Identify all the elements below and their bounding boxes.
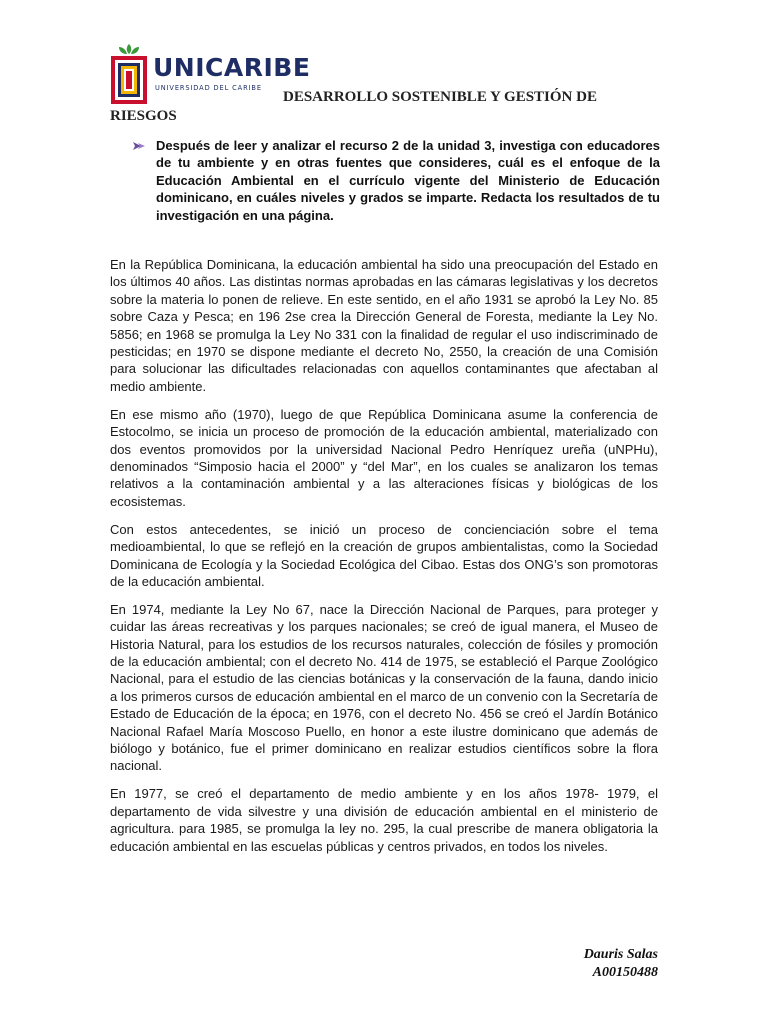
paragraph-4: En 1974, mediante la Ley No 67, nace la Dirección Nacional de Parques, para proteger y cuidar las áreas recreativas y los parques nacionales; se creó de igual manera, el Museo de Historia Natural, para los estudios de los recursos naturales, colección de fósiles y promoción de la educación ambiental; con el decreto No. 414 de 1975, se estableció el Parque Zoológico Nacional, para el estudio de las ciencias botánicas y la conservación de la fauna, dando inicio a los primeros cursos de educación ambiental en el marco de un convenio con la Secretaría de Estado de Educación de la época; en 1976, con el decreto No. 456 se creó el Jardín Botánico Nacional Rafael María Moscoso Puello, en honor a este ilustre dominicano que además de biólogo y botánico, fue el primer dominicano en realizar estudios científicos sobre la flora nacional. — [110, 601, 658, 774]
signature-block — [458, 946, 658, 982]
brand-name: UNICARIBE — [153, 53, 311, 82]
author-name: Dauris Salas — [583, 947, 658, 962]
brand-subtitle: UNIVERSIDAD DEL CARIBE — [155, 84, 262, 92]
document-body — [110, 256, 658, 866]
paragraph-5: En 1977, se creó el departamento de medio ambiente y en los años 1978- 1979, el departamento de vida silvestre y una división de educación ambiental en el ministerio de agricultura. para 1985, se promulga la ley no. 295, la cual prescribe de manera obligatoria la educación ambiental en las escuelas públicas y centros privados, en todos los niveles. — [110, 786, 658, 854]
task-instruction — [132, 137, 660, 224]
paragraph-3: Con estos antecedentes, se inició un proceso de concienciación sobre el tema medioambiental, lo que se reflejó en la creación de grupos ambientalistas, como la Sociedad Dominicana de Ecología y la Sociedad Ecológica del Cibao. Estas dos ONG’s son promotoras de la educación ambiental. — [110, 521, 658, 589]
student-id: A00150488 — [592, 965, 658, 980]
document-title: DESARROLLO SOSTENIBLE Y GESTIÓN DE RIESGOS — [110, 89, 597, 124]
paragraph-2: En ese mismo año (1970), luego de que República Dominicana asume la conferencia de Estocolmo, se inicia un proceso de promoción de la educación ambiental, materializado con dos eventos promovidos por la universidad Nacional Pedro Henríquez ureña (uNPHu), denominados “Simposio hacia el 2000” y “del Mar”, en los cuales se analizaron los temas relativos a la contaminación ambiental y a las alteraciones físicas y biológicas de los ecosistemas. — [110, 406, 658, 509]
paragraph-1: En la República Dominicana, la educación ambiental ha sido una preocupación del Estado en los últimos 40 años. Las distintas normas aprobadas en las cámaras legislativas y los decretos sobre la materia lo ponen de relieve. En este sentido, en el año 1931 se aprobó la Ley No. 85 sobre Caza y Pesca; en 196 2se crea la Dirección General de Foresta, mediante la Ley No. 5856; en 1968 se promulga la Ley No 331 con la finalidad de regular el uso indiscriminado de pesticidas; en 1970 se dispone mediante el decreto No, 2550, la creación de una Comisión para solucionar las dificultades relacionadas con aquellos contaminantes que afectaban al medio ambiente. — [110, 257, 658, 394]
arrow-bullet-icon — [132, 140, 146, 152]
task-text: Después de leer y analizar el recurso 2 de la unidad 3, investiga con educadores de tu ambiente y en otras fuentes que consideres, cuál es el enfoque de la Educación Ambiental en el currículo vigente del Ministerio de Educación dominicano, en cuáles niveles y grados se imparte. Redacta los resultados de tu investigación en una página. — [156, 138, 660, 223]
